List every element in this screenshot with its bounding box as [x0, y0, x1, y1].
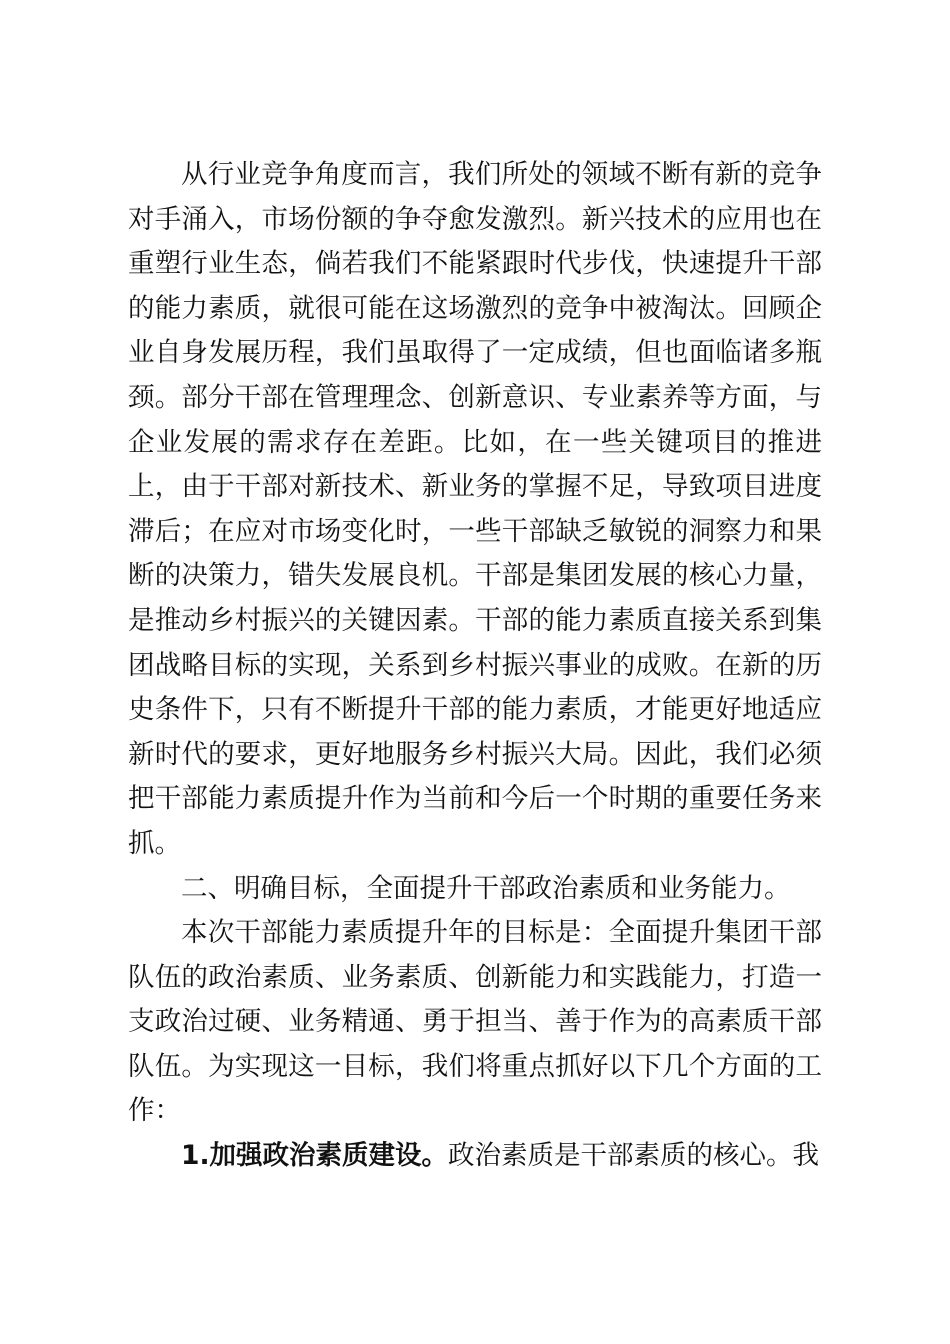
list-item-political-quality	[128, 1134, 822, 1179]
document-body	[128, 153, 822, 1179]
list-item-lead: 1.加强政治素质建设。	[181, 1140, 449, 1172]
list-item-text: 政治素质是干部素质的核心。我	[448, 1140, 820, 1172]
paragraph-industry-competition: 从行业竞争角度而言，我们所处的领域不断有新的竞争对手涌入，市场份额的争夺愈发激烈。新兴技术的应用也在重塑行业生态，倘若我们不能紧跟时代步伐，快速提升干部的能力素质，就很可能在这场激烈的竞争中被淘汰。回顾企业自身发展历程，我们虽取得了一定成绩，但也面临诸多瓶颈。部分干部在管理理念、创新意识、专业素养等方面，与企业发展的需求存在差距。比如，在一些关键项目的推进上，由于干部对新技术、新业务的掌握不足，导致项目进度滞后；在应对市场变化时，一些干部缺乏敏锐的洞察力和果断的决策力，错失发展良机。干部是集团发展的核心力量，是推动乡村振兴的关键因素。干部的能力素质直接关系到集团战略目标的实现，关系到乡村振兴事业的成败。在新的历史条件下，只有不断提升干部的能力素质，才能更好地适应新时代的要求，更好地服务乡村振兴大局。因此，我们必须把干部能力素质提升作为当前和今后一个时期的重要任务来抓。	[128, 159, 822, 859]
section-heading-goals: 二、明确目标，全面提升干部政治素质和业务能力。	[181, 872, 791, 904]
paragraph-goals: 本次干部能力素质提升年的目标是：全面提升集团干部队伍的政治素质、业务素质、创新能力和实践能力，打造一支政治过硬、业务精通、勇于担当、善于作为的高素质干部队伍。为实现这一目标，我们将重点抓好以下几个方面的工作：	[128, 917, 822, 1127]
